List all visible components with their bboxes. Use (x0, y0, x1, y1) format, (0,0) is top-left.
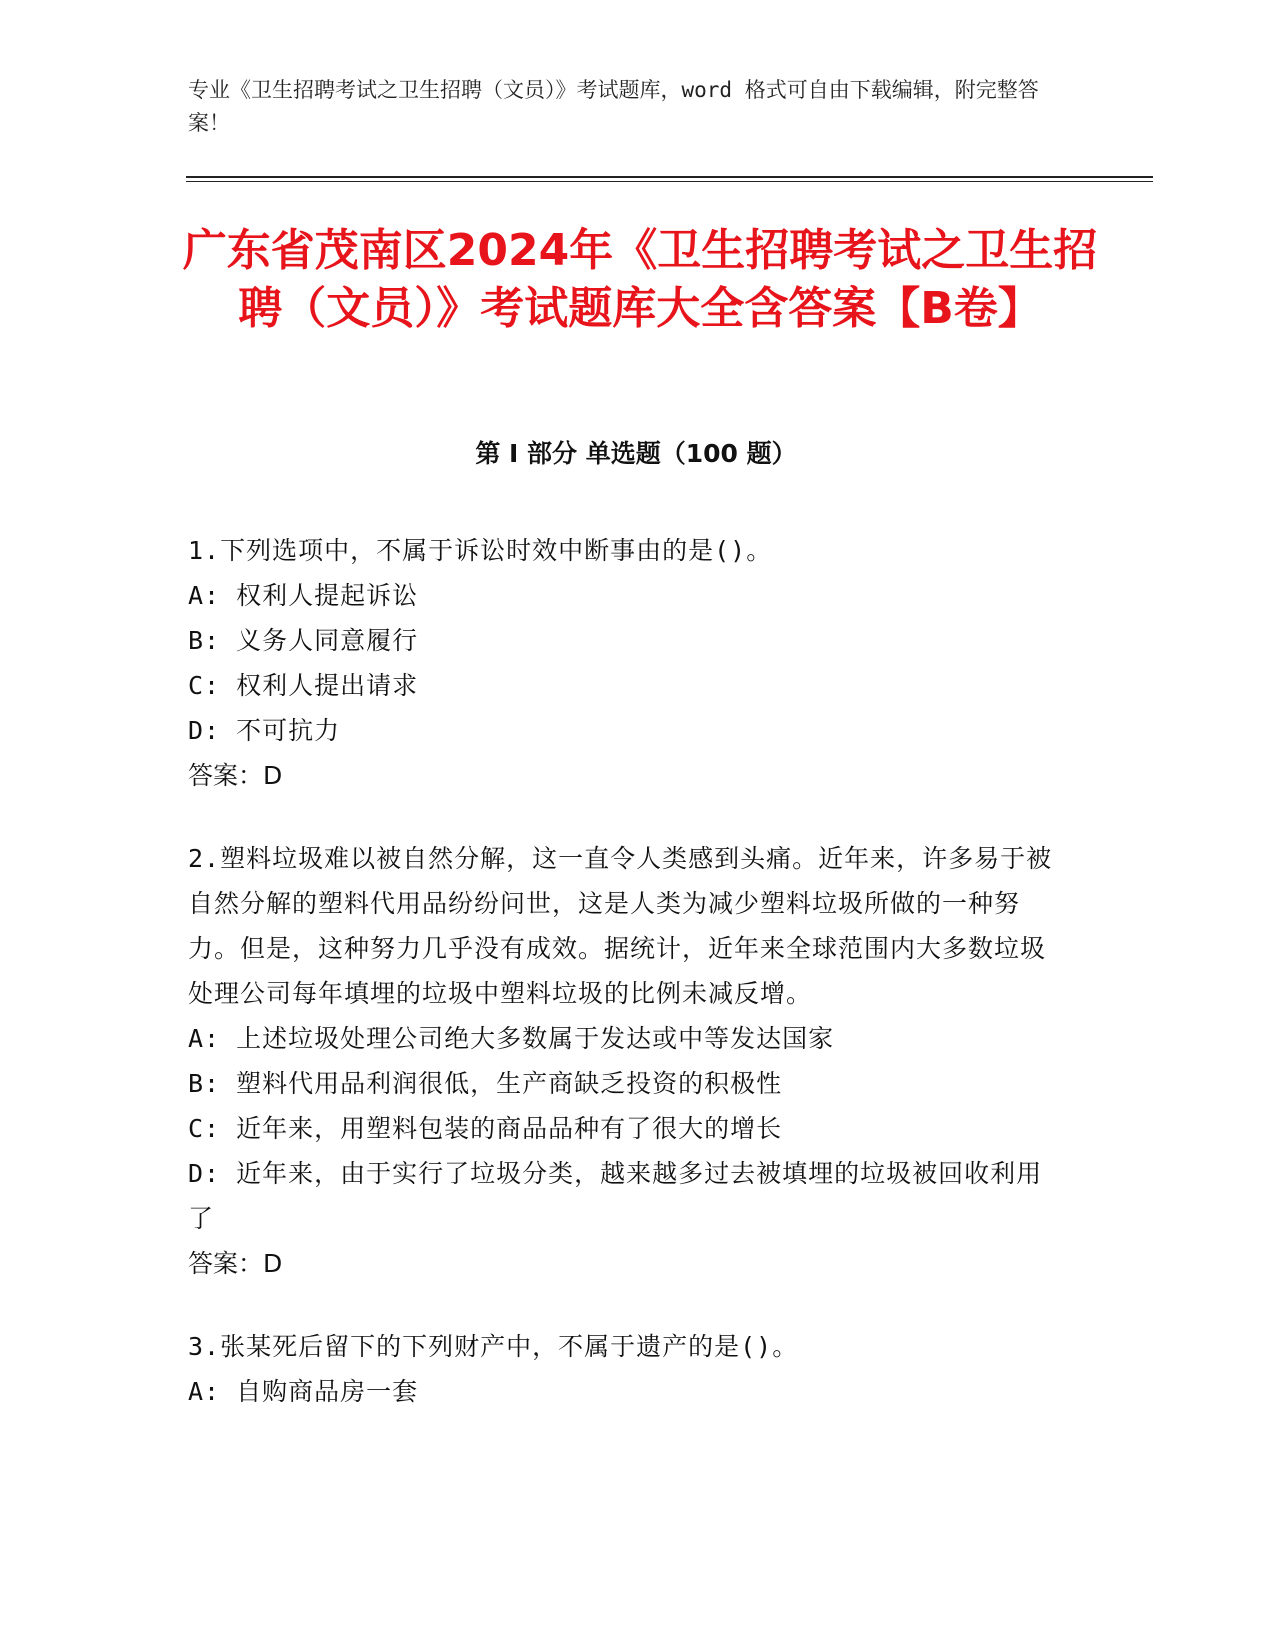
question-stem: 2.塑料垃圾难以被自然分解，这一直令人类感到头痛。近年来，许多易于被自然分解的塑料代用品纷纷问世，这是人类为减少塑料垃圾所做的一种努力。但是，这种努力几乎没有成效。据统计，近年来全球范围内大多数垃圾处理公司每年填埋的垃圾中塑料垃圾的比例未减反增。 (188, 844, 1053, 1008)
option-a: A: 自购商品房一套 (188, 1377, 419, 1406)
option-c: C: 权利人提出请求 (188, 671, 419, 700)
header-divider-thin (186, 181, 1153, 182)
option-b: B: 塑料代用品利润很低，生产商缺乏投资的积极性 (188, 1069, 783, 1098)
option-d: D: 近年来，由于实行了垃圾分类，越来越多过去被填埋的垃圾被回收利用了 (188, 1159, 1043, 1233)
question-1 (188, 528, 1068, 798)
option-c: C: 近年来，用塑料包装的商品品种有了很大的增长 (188, 1114, 783, 1143)
option-a: A: 权利人提起诉讼 (188, 581, 419, 610)
question-stem: 1.下列选项中，不属于诉讼时效中断事由的是()。 (188, 536, 773, 565)
document-title: 广东省茂南区2024年《卫生招聘考试之卫生招聘（文员）》考试题库大全含答案【B卷】 (182, 225, 1098, 334)
answer: 答案：D (188, 1249, 283, 1278)
option-b: B: 义务人同意履行 (188, 626, 419, 655)
question-3 (188, 1324, 1068, 1414)
question-2 (188, 836, 1068, 1286)
question-list (188, 528, 1068, 1452)
answer: 答案：D (188, 761, 283, 790)
header-note: 专业《卫生招聘考试之卫生招聘（文员）》考试题库，word 格式可自由下载编辑，附完整答案！ (188, 78, 1039, 135)
header-divider-thick (186, 176, 1153, 178)
option-d: D: 不可抗力 (188, 716, 341, 745)
question-stem: 3.张某死后留下的下列财产中，不属于遗产的是()。 (188, 1332, 799, 1361)
option-a: A: 上述垃圾处理公司绝大多数属于发达或中等发达国家 (188, 1024, 835, 1053)
section-heading: 第 I 部分 单选题（100 题） (475, 439, 797, 468)
